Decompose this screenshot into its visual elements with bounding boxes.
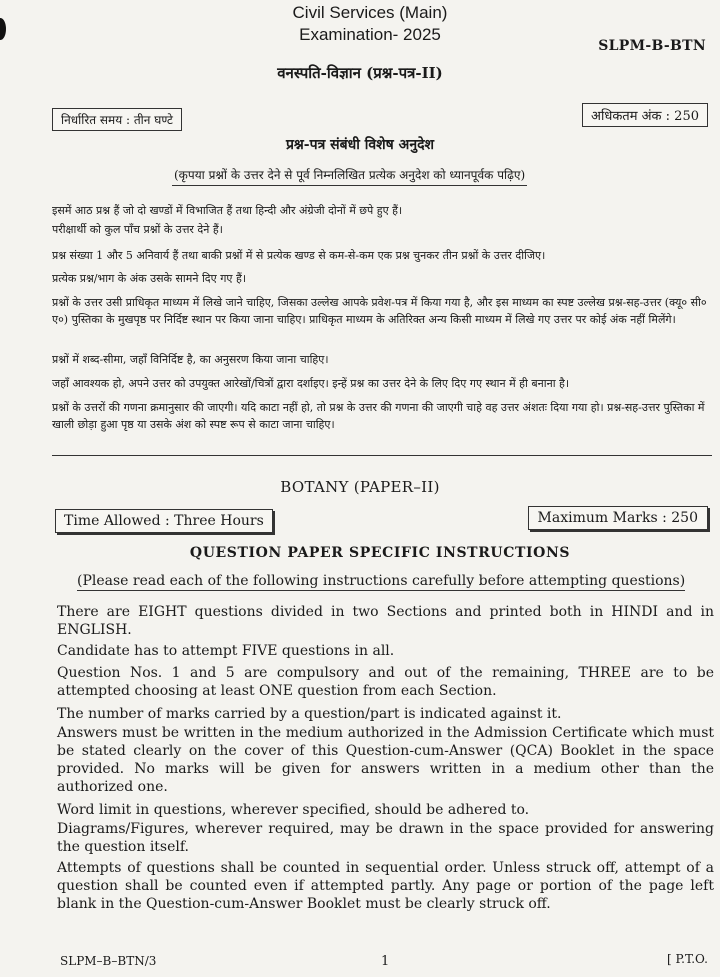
english-instruction-8: Attempts of questions shall be counted in sequential order. Unless struck off, attempt of a question shall be counted even if attempted partly. Any page or portion of the page left blank in the Question-cum-Answer Booklet must be clearly struck off. — [57, 860, 714, 912]
hindi-instruction-6: प्रश्नों में शब्द-सीमा, जहाँ विनिर्दिष्ट है, का अनुसरण किया जाना चाहिए। — [52, 353, 329, 366]
hindi-instructions-subheading: (कृपया प्रश्नों के उत्तर देने से पूर्व निम्नलिखित प्रत्येक अनुदेश को ध्यानपूर्वक पढ़िए) — [172, 166, 527, 186]
hindi-instruction-5: प्रश्नों के उत्तर उसी प्राधिकृत माध्यम में लिखे जाने चाहिए, जिसका उल्लेख आपके प्रवेश-पत्र में किया गया है, और इस माध्यम का स्पष्ट उल्लेख प्रश्न-सह-उत्तर (क्यू० सी० ए०) पुस्तिका के मुखपृष्ठ पर निर्दिष्ट स्थान पर किया जाना चाहिए। प्राधिकृत माध्यम के अतिरिक्त अन्य किसी माध्यम में लिखे गए उत्तर पर कोई अंक नहीं मिलेंगे। — [52, 296, 707, 326]
hindi-instruction-7: जहाँ आवश्यक हो, अपने उत्तर को उपयुक्त आरेखों/चित्रों द्वारा दर्शाइए। इन्हें प्रश्न का उत्तर देने के लिए दिए गए स्थान में ही बनाना है। — [52, 377, 570, 390]
hindi-time-allowed-box: निर्धारित समय : तीन घण्टे — [52, 108, 182, 131]
english-instruction-2: Candidate has to attempt FIVE questions in all. — [57, 643, 395, 659]
exam-title-line2: Examination- 2025 — [299, 25, 441, 44]
english-instructions-subheading: (Please read each of the following instructions carefully before attempting questions) — [77, 573, 686, 589]
exam-title-line1: Civil Services (Main) — [292, 3, 448, 22]
english-instruction-6: Word limit in questions, wherever specified, should be adhered to. — [57, 802, 530, 818]
english-instruction-7: Diagrams/Figures, wherever required, may be drawn in the space provided for answering the question itself. — [57, 821, 714, 855]
page-number: 1 — [381, 954, 390, 969]
english-instruction-4: The number of marks carried by a question/part is indicated against it. — [57, 706, 562, 722]
exam-title — [250, 2, 490, 46]
english-instructions-heading: QUESTION PAPER SPECIFIC INSTRUCTIONS — [189, 545, 571, 561]
english-max-marks-box: Maximum Marks : 250 — [528, 506, 708, 530]
hindi-instruction-3: प्रश्न संख्या 1 और 5 अनिवार्य हैं तथा बाकी प्रश्नों में से प्रत्येक खण्ड से कम-से-कम एक प्रश्न चुनकर तीन प्रश्नों के उत्तर दीजिए। — [52, 249, 546, 262]
english-instruction-1: There are EIGHT questions divided in two Sections and printed both in HINDI and in ENGLISH. — [57, 604, 714, 638]
footer-paper-code: SLPM–B–BTN/3 — [60, 954, 157, 968]
section-divider — [52, 455, 712, 456]
hindi-max-marks-box: अधिकतम अंक : 250 — [582, 103, 708, 127]
english-subject-title: BOTANY (PAPER–II) — [280, 478, 440, 496]
english-instruction-5: Answers must be written in the medium authorized in the Admission Certificate which must be stated clearly on the cover of this Question-cum-Answer (QCA) Booklet in the space provided. No marks will be given for answers written in a medium other than the authorized one. — [57, 725, 714, 795]
paper-code: SLPM-B-BTN — [598, 38, 706, 54]
hindi-instruction-4: प्रत्येक प्रश्न/भाग के अंक उसके सामने दिए गए हैं। — [52, 272, 247, 285]
hindi-instruction-1: इसमें आठ प्रश्न हैं जो दो खण्डों में विभाजित हैं तथा हिन्दी और अंग्रेजी दोनों में छपे हुए हैं। — [52, 204, 403, 217]
hindi-instructions-heading: प्रश्न-पत्र संबंधी विशेष अनुदेश — [285, 137, 435, 153]
please-turn-over: [ P.T.O. — [667, 952, 708, 966]
hindi-instruction-2: परीक्षार्थी को कुल पाँच प्रश्नों के उत्तर देने हैं। — [52, 223, 223, 236]
hindi-subject-title: वनस्पति-विज्ञान (प्रश्न-पत्र-II) — [277, 64, 443, 82]
english-instruction-3: Question Nos. 1 and 5 are compulsory and out of the remaining, THREE are to be attempted choosing at least ONE question from each Section. — [57, 665, 714, 699]
hindi-instruction-8: प्रश्नों के उत्तरों की गणना क्रमानुसार की जाएगी। यदि काटा नहीं हो, तो प्रश्न के उत्तर की गणना की जाएगी चाहे वह उत्तर अंशतः दिया गया हो। प्रश्न-सह-उत्तर पुस्तिका में खाली छोड़ा हुआ पृष्ठ या उसके अंश को स्पष्ट रूप से काटा जाना चाहिए। — [52, 401, 705, 431]
punch-hole-mark — [0, 18, 6, 40]
english-time-allowed-box: Time Allowed : Three Hours — [55, 509, 273, 533]
